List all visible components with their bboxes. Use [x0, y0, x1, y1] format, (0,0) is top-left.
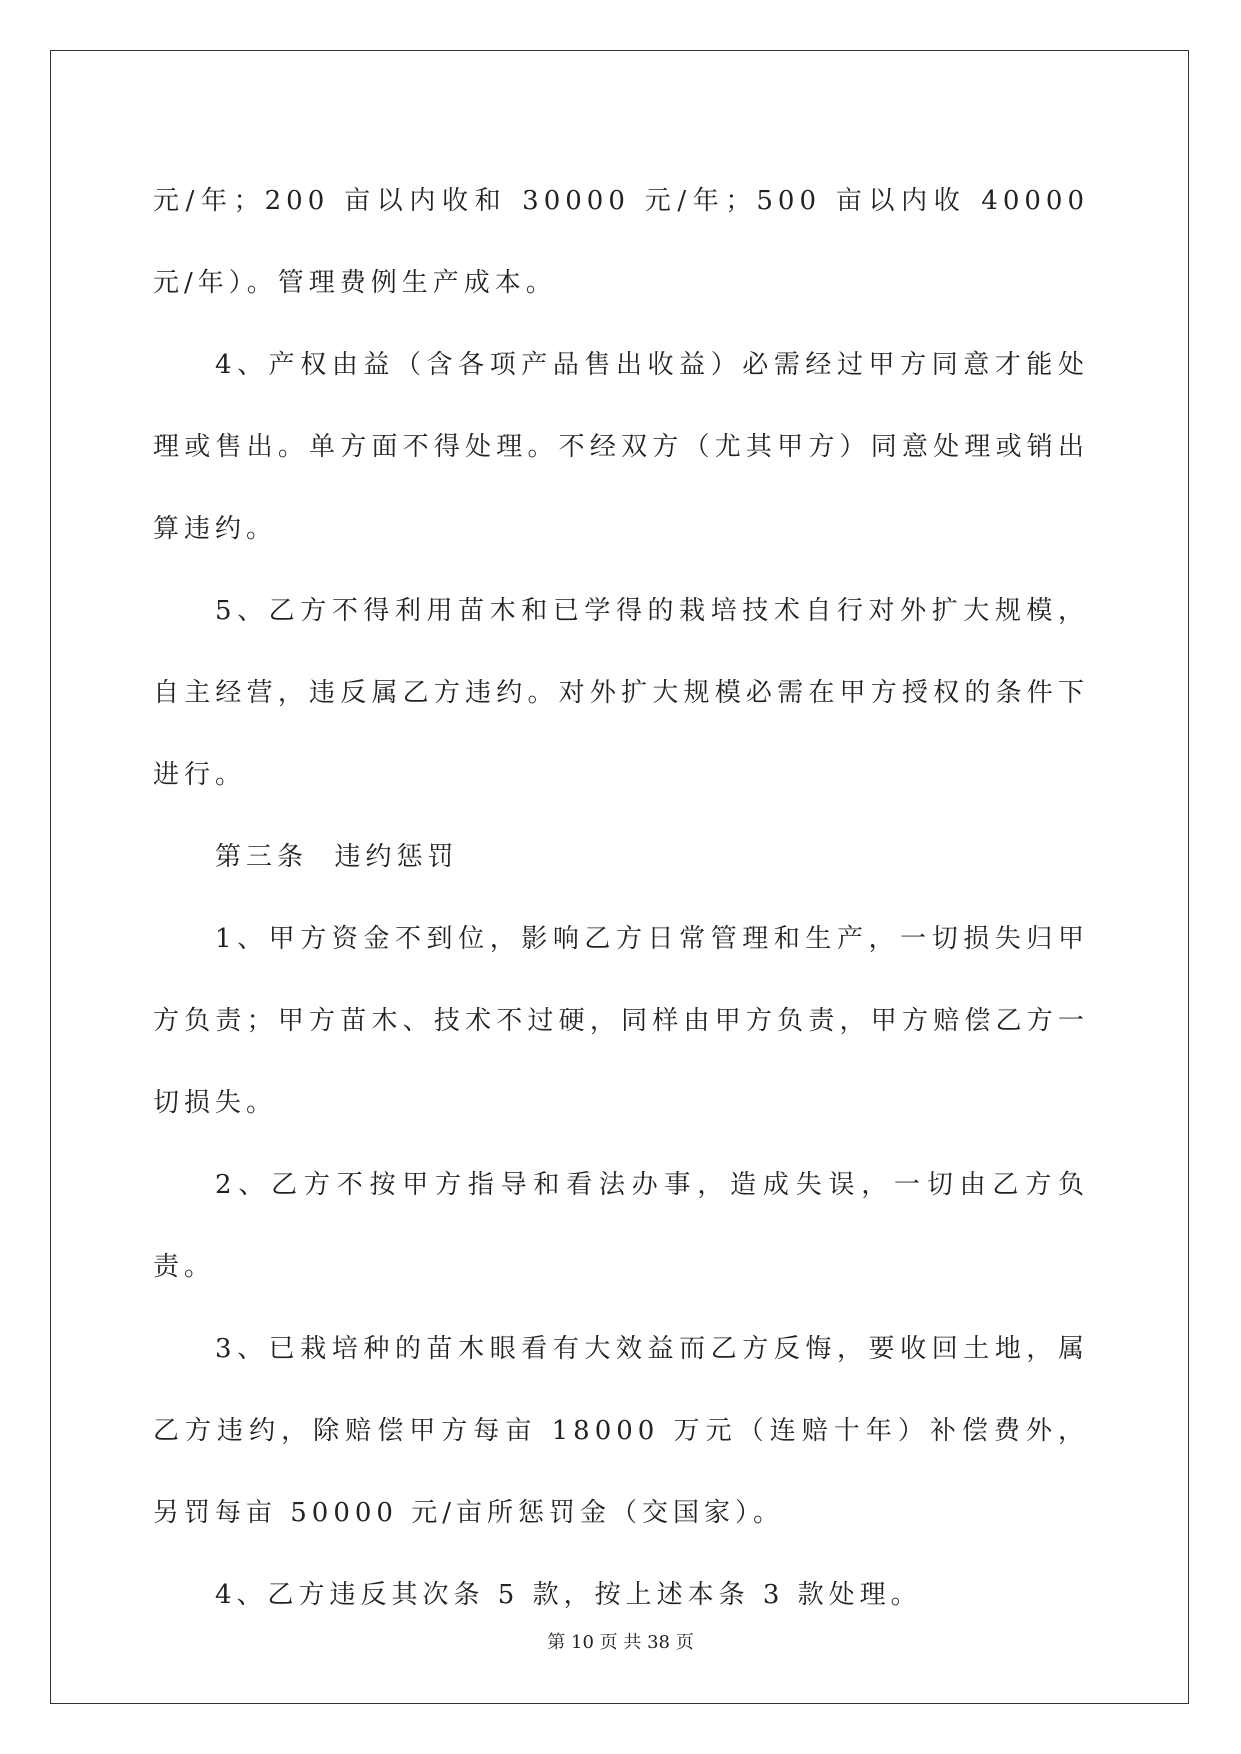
document-body — [153, 160, 1103, 1636]
paragraph-penalty-4: 4、乙方违反其次条 5 款，按上述本条 3 款处理。 — [215, 1580, 922, 1610]
paragraph-penalty-1: 1、甲方资金不到位，影响乙方日常管理和生产，一切损失归甲方负责；甲方苗木、技术不过硬，同样由甲方负责，甲方赔偿乙方一切损失。 — [153, 924, 1089, 1118]
section-heading-article-3: 第三条 违约惩罚 — [215, 842, 459, 872]
paragraph-penalty-3: 3、已栽培种的苗木眼看有大效益而乙方反悔，要收回土地，属乙方违约，除赔偿甲方每亩 18000 万元（连赔十年）补偿费外，另罚每亩 50000 元/亩所惩罚金（交国家）。 — [153, 1334, 1089, 1528]
paragraph-clause-5: 5、乙方不得利用苗木和已学得的栽培技术自行对外扩大规模，自主经营，违反属乙方违约。对外扩大规模必需在甲方授权的条件下进行。 — [153, 596, 1089, 790]
paragraph-fee-continuation: 元/年；200 亩以内收和 30000 元/年；500 亩以内收 40000 元/年）。管理费例生产成本。 — [153, 186, 1103, 298]
paragraph-penalty-2: 2、乙方不按甲方指导和看法办事，造成失误，一切由乙方负责。 — [153, 1170, 1089, 1282]
paragraph-clause-4: 4、产权由益（含各项产品售出收益）必需经过甲方同意才能处理或售出。单方面不得处理。不经双方（尤其甲方）同意处理或销出算违约。 — [153, 350, 1089, 544]
page-number-footer: 第 10 页 共 38 页 — [547, 1632, 694, 1653]
